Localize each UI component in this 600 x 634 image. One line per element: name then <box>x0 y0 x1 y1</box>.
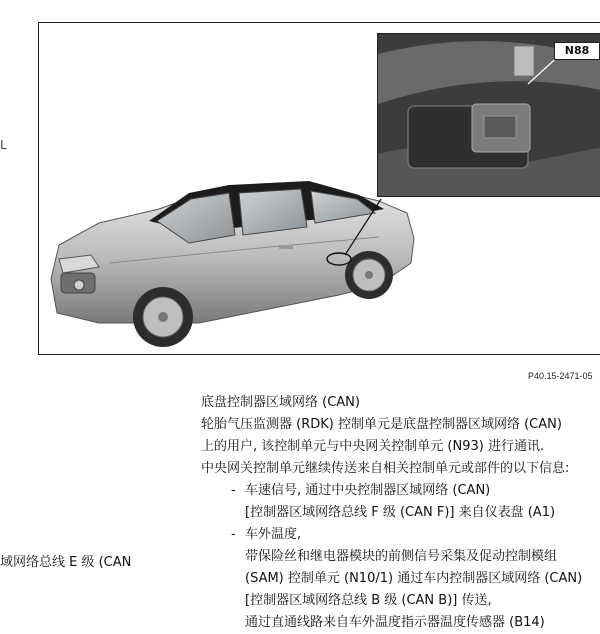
inset-photo <box>377 33 600 197</box>
vehicle-figure <box>38 22 600 355</box>
n88-callout-label: N88 <box>554 42 600 60</box>
section-heading: 底盘控制器区域网络 (CAN) <box>201 395 360 410</box>
figure-id: P40.15-2471-05 <box>528 371 593 381</box>
bullet-dash: - <box>231 483 236 498</box>
bullet-line: 车速信号, 通过中央控制器区域网络 (CAN) <box>245 483 491 498</box>
para1-line1: 轮胎气压监测器 (RDK) 控制单元是底盘控制器区域网络 (CAN) <box>201 417 562 432</box>
description-text <box>201 392 600 634</box>
bullet-line: 带保险丝和继电器模块的前侧信号采集及促动控制模组 <box>245 549 558 564</box>
left-column-fragment: 域网络总线 E 级 (CAN <box>0 555 132 570</box>
bullet-line: (SAM) 控制单元 (N10/1) 通过车内控制器区域网络 (CAN) <box>245 571 583 586</box>
bullet-line: 通过直通线路来自车外温度指示器温度传感器 (B14) <box>245 615 545 630</box>
margin-mark: L <box>0 138 7 152</box>
bullet-item <box>201 480 600 524</box>
bullet-line: [控制器区域网络总线 F 级 (CAN F)] 来自仪表盘 (A1) <box>245 505 556 520</box>
para2: 中央网关控制单元继续传送来自相关控制单元或部件的以下信息: <box>201 461 570 476</box>
bullet-line: 车外温度, <box>245 527 302 542</box>
bullet-line: [控制器区域网络总线 B 级 (CAN B)] 传送, <box>245 593 492 608</box>
para1-line2: 上的用户, 该控制单元与中央网关控制单元 (N93) 进行通讯. <box>201 439 545 454</box>
bullet-item <box>201 524 600 634</box>
bullet-dash: - <box>231 527 236 542</box>
